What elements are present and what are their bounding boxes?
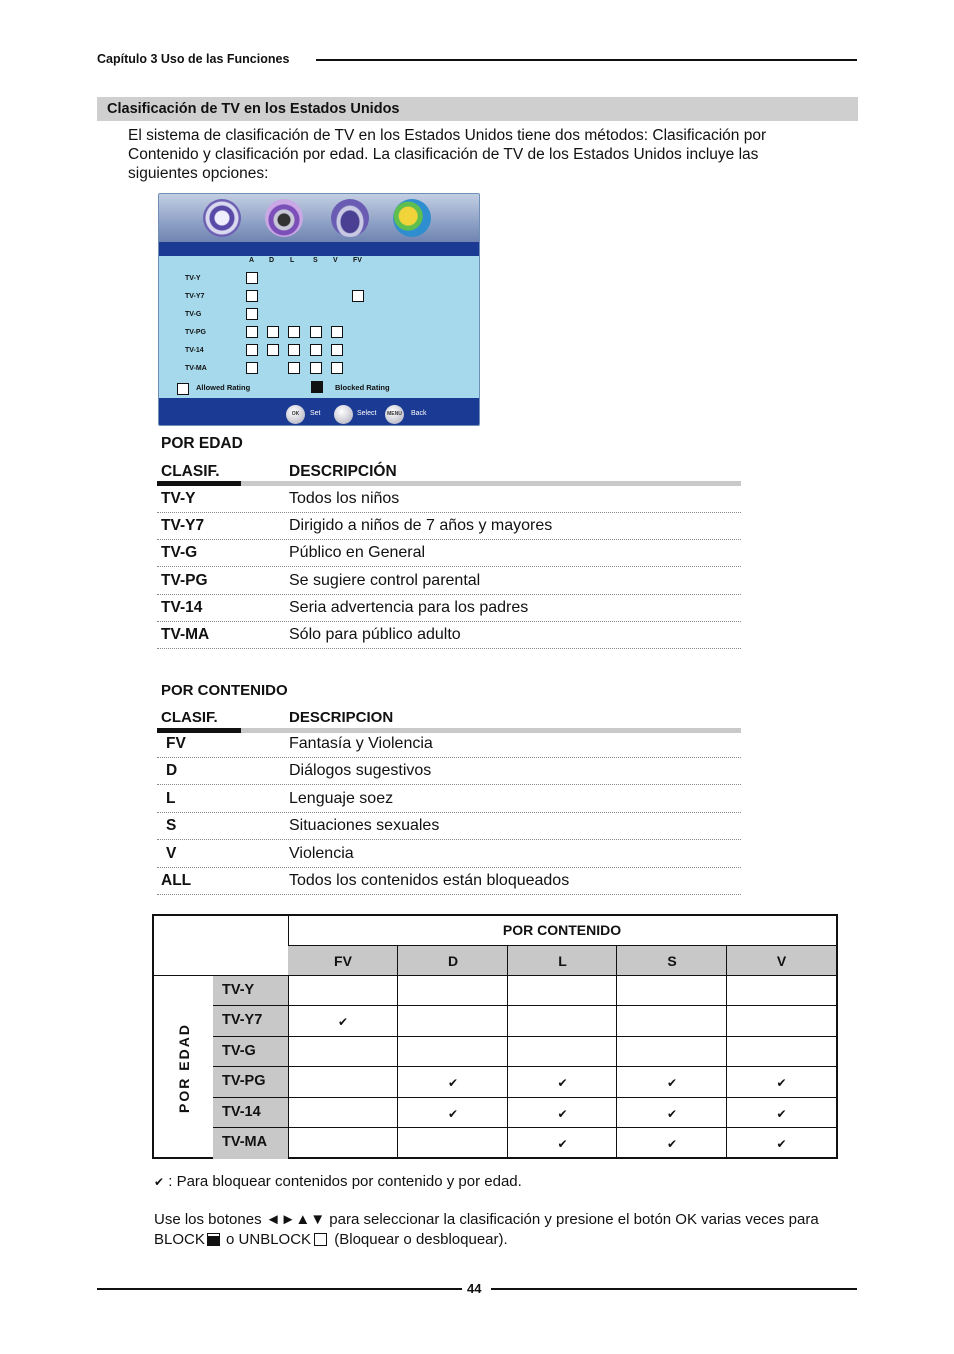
time-icon: [331, 199, 369, 237]
instr-text-3: (Bloquear o desbloquear).: [330, 1231, 508, 1248]
osd-row-label: TV-Y7: [185, 293, 205, 300]
lock-icon: [311, 381, 323, 393]
checkbox-icon: [331, 326, 343, 338]
row-code: FV: [166, 735, 186, 752]
row-divider: [157, 566, 741, 567]
matrix-cell: [617, 976, 727, 1006]
osd-col-v: V: [333, 257, 338, 264]
row-divider: [157, 839, 741, 840]
checkbox-icon: [310, 326, 322, 338]
checkbox-icon: [288, 362, 300, 374]
row-code: TV-Y: [161, 490, 196, 507]
matrix-col-label: FV: [334, 953, 352, 969]
age-col-desc: DESCRIPCIÓN: [289, 463, 397, 480]
row-divider: [157, 594, 741, 595]
checkbox-icon: [267, 326, 279, 338]
checkbox-icon: [288, 344, 300, 356]
matrix-col-label: V: [776, 953, 787, 969]
check-icon: ✔: [557, 1107, 568, 1121]
check-icon: ✔: [338, 1015, 349, 1029]
matrix-row-label: TV-14: [222, 1104, 261, 1120]
legend-text: : Para bloquear contenidos por contenido y por edad.: [168, 1173, 522, 1190]
matrix-cell: [508, 976, 617, 1006]
row-description: Todos los contenidos están bloqueados: [289, 872, 570, 889]
section-title: Clasificación de TV en los Estados Unidos: [107, 101, 400, 117]
allowed-legend: Allowed Rating: [196, 383, 251, 392]
checkbox-icon: [246, 290, 258, 302]
osd-screenshot: [158, 193, 480, 426]
osd-row-label: TV-PG: [185, 329, 207, 336]
osd-row-label: TV-G: [185, 311, 202, 318]
matrix-col-label: L: [558, 953, 567, 969]
osd-col-s: S: [313, 257, 318, 264]
por-edad-label: POR EDAD: [176, 1023, 192, 1113]
row-description: Público en General: [289, 544, 426, 562]
matrix-cell: [727, 1037, 836, 1067]
footer-rule-left: [97, 1288, 462, 1290]
check-icon: ✔: [557, 1137, 568, 1151]
row-code: V: [166, 844, 177, 862]
instr-text-2: o UNBLOCK: [221, 1231, 312, 1248]
row-divider: [157, 757, 741, 758]
picture-icon: [203, 199, 241, 237]
content-header-bar-dark: [157, 728, 241, 733]
content-header-bar: [157, 728, 741, 733]
row-description: Seria advertencia para los padres: [289, 598, 529, 616]
chapter-title: Capítulo 3 Uso de las Funciones: [97, 52, 290, 66]
unblock-box-icon: [314, 1233, 327, 1246]
checkbox-icon: [246, 344, 258, 356]
instructions: [154, 1210, 844, 1250]
matrix-cell: [398, 976, 508, 1006]
age-col-code: CLASIF.: [161, 463, 220, 480]
check-icon: ✔: [154, 1175, 165, 1189]
row-divider: [157, 648, 741, 649]
row-code: L: [166, 789, 176, 807]
matrix-side-label: [154, 976, 214, 1159]
row-code: TV-Y7: [161, 517, 205, 535]
check-icon: ✔: [776, 1107, 787, 1121]
osd-col-l: L: [290, 257, 295, 264]
check-icon: ✔: [667, 1107, 678, 1121]
row-description: Sólo para público adulto: [289, 626, 461, 643]
matrix-col-label: S: [667, 953, 677, 969]
matrix-cell: [288, 1067, 398, 1098]
row-divider: [157, 867, 741, 868]
row-code: TV-G: [161, 544, 198, 562]
osd-col-a: A: [249, 257, 255, 264]
age-header-bar: [157, 481, 741, 486]
checkbox-icon: [246, 362, 258, 374]
row-divider: [157, 539, 741, 540]
osd-menu-bar: [159, 194, 479, 242]
checkbox-icon: [288, 326, 300, 338]
allowed-box-icon: [177, 383, 189, 395]
ok-button-icon: OK: [286, 405, 305, 424]
row-description: Diálogos sugestivos: [289, 762, 432, 780]
instr-text-1: Use los botones ◄►▲▼ para seleccionar la clasificación y presione el botón OK varias veces para BLOCK: [154, 1211, 819, 1248]
intro-paragraph: El sistema de clasificación de TV en los Estados Unidos tiene dos métodos: Clasificación por Contenido y clasificación por edad. La clasificación de TV de los Estados Unidos incluye las siguientes opciones:: [128, 127, 767, 182]
matrix-cell: [398, 1006, 508, 1037]
osd-title-band: [159, 242, 479, 256]
content-table-heading: POR CONTENIDO: [161, 682, 288, 699]
row-code: D: [166, 762, 178, 780]
legend-note: [154, 1173, 522, 1190]
checkbox-icon: [246, 326, 258, 338]
row-code: TV-PG: [161, 571, 208, 589]
matrix-row-label: TV-Y7: [222, 1012, 263, 1028]
osd-row-label: TV-MA: [185, 365, 207, 372]
back-label: Back: [411, 410, 427, 417]
row-code: TV-14: [161, 598, 203, 616]
header-rule: [316, 59, 857, 61]
matrix-cell: [508, 1006, 617, 1037]
osd-col-fv: FV: [353, 257, 362, 264]
checkbox-icon: [246, 308, 258, 320]
checkbox-icon: [331, 362, 343, 374]
set-label: Set: [310, 410, 321, 417]
matrix-cell: [617, 1037, 727, 1067]
page-number: 44: [467, 1281, 482, 1296]
row-code: ALL: [161, 872, 192, 889]
matrix-row-label: TV-G: [222, 1043, 256, 1059]
matrix-title: POR CONTENIDO: [502, 922, 622, 938]
matrix-cell: [398, 1128, 508, 1159]
row-description: Fantasía y Violencia: [289, 735, 433, 752]
footer-rule-right: [491, 1288, 857, 1290]
check-icon: ✔: [448, 1076, 459, 1090]
row-divider: [157, 621, 741, 622]
matrix-corner-cell: [154, 916, 289, 976]
row-code: TV-MA: [161, 626, 210, 643]
matrix-cell: [288, 1037, 398, 1067]
rating-matrix: [152, 914, 838, 1159]
matrix-cell: [398, 1037, 508, 1067]
matrix-row-label: TV-PG: [222, 1073, 266, 1089]
block-lock-icon: [207, 1233, 220, 1246]
row-description: Lenguaje soez: [289, 789, 394, 807]
check-icon: ✔: [776, 1076, 787, 1090]
row-divider: [157, 784, 741, 785]
row-code: S: [166, 817, 177, 835]
matrix-row-label: TV-MA: [222, 1134, 268, 1150]
menu-button-icon: MENU: [385, 405, 404, 424]
row-description: Se sugiere control parental: [289, 571, 481, 589]
blocked-legend: Blocked Rating: [335, 383, 390, 392]
osd-col-d: D: [269, 257, 275, 264]
row-description: Violencia: [289, 844, 354, 862]
age-table-heading: POR EDAD: [161, 435, 243, 452]
checkbox-icon: [352, 290, 364, 302]
audio-icon: [265, 199, 303, 237]
age-header-bar-dark: [157, 481, 241, 486]
row-divider: [157, 894, 741, 895]
matrix-col-label: D: [447, 953, 459, 969]
content-col-code: CLASIF.: [161, 709, 218, 726]
setup-icon: [393, 199, 431, 237]
matrix-cell: [288, 1128, 398, 1159]
osd-row-label: TV-14: [185, 347, 204, 354]
osd-row-label: TV-Y: [185, 275, 201, 282]
matrix-cell: [508, 1037, 617, 1067]
row-description: Situaciones sexuales: [289, 817, 440, 835]
checkbox-icon: [246, 272, 258, 284]
checkbox-icon: [331, 344, 343, 356]
checkbox-icon: [310, 362, 322, 374]
row-divider: [157, 812, 741, 813]
dpad-icon: [334, 405, 353, 424]
row-divider: [157, 512, 741, 513]
content-col-desc: DESCRIPCION: [289, 709, 394, 726]
check-icon: ✔: [667, 1137, 678, 1151]
check-icon: ✔: [557, 1076, 568, 1090]
row-description: Todos los niños: [289, 490, 400, 507]
check-icon: ✔: [776, 1137, 787, 1151]
matrix-cell: [617, 1006, 727, 1037]
matrix-cell: [288, 976, 398, 1006]
matrix-cell: [727, 1006, 836, 1037]
matrix-cell: [288, 1098, 398, 1128]
matrix-row-label: TV-Y: [222, 982, 255, 998]
check-icon: ✔: [667, 1076, 678, 1090]
matrix-cell: [727, 976, 836, 1006]
checkbox-icon: [310, 344, 322, 356]
checkbox-icon: [267, 344, 279, 356]
select-label: Select: [357, 410, 377, 417]
check-icon: ✔: [448, 1107, 459, 1121]
row-description: Dirigido a niños de 7 años y mayores: [289, 517, 553, 535]
